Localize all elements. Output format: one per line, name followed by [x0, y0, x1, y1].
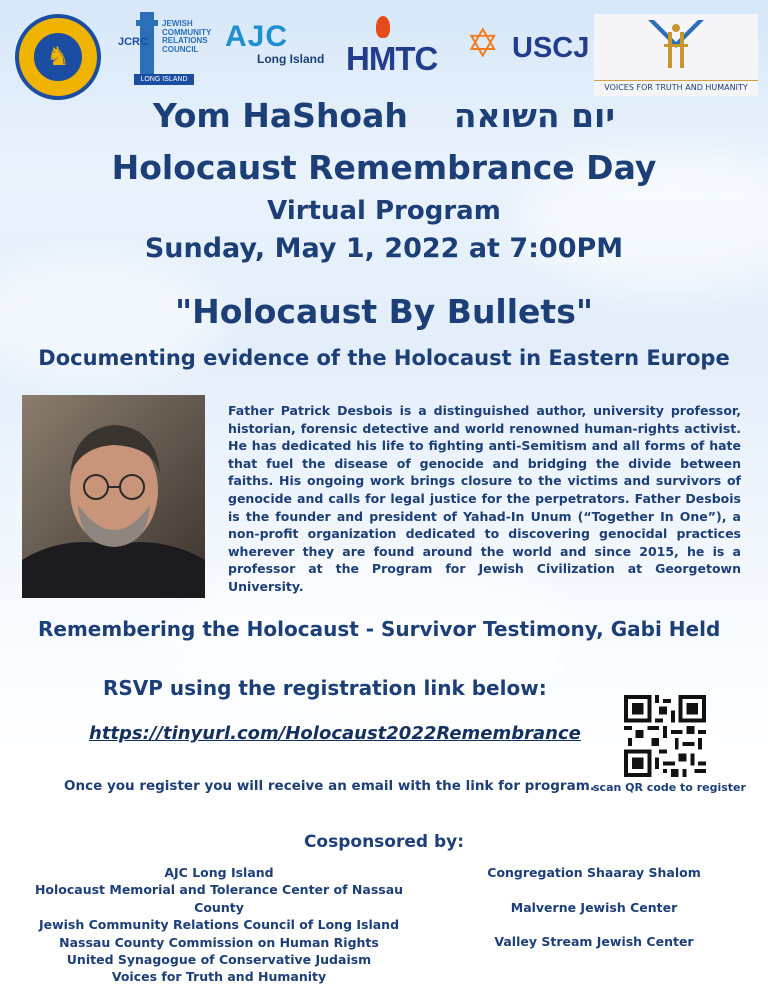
cosponsor-item: AJC Long Island — [164, 865, 274, 880]
jcrc-word: JEWISH — [162, 19, 193, 28]
star-of-david-icon: ✡ — [466, 22, 500, 66]
survivor-testimony-heading: Remembering the Holocaust - Survivor Testimony, Gabi Held — [38, 617, 721, 641]
cosponsor-item: Congregation Shaaray Shalom — [487, 865, 701, 880]
uscj-logo — [466, 22, 591, 68]
cosponsors-list-left — [10, 864, 428, 986]
cosponsor-item: Jewish Community Relations Council of Long Island — [38, 917, 400, 933]
event-title — [0, 96, 768, 135]
qr-code-icon — [624, 695, 706, 777]
qr-code[interactable] — [624, 695, 706, 777]
title-english: Yom HaShoah — [152, 96, 408, 135]
cosponsor-item: Voices for Truth and Humanity — [111, 969, 327, 985]
jcrc-word: RELATIONS — [162, 36, 208, 45]
cosponsor-item: Holocaust Memorial and Tolerance Center of Nassau County — [34, 882, 404, 915]
cosponsors-heading: Cosponsored by: — [303, 832, 465, 852]
vth-caption: VOICES FOR TRUTH AND HUMANITY — [594, 80, 758, 92]
ajc-logo — [225, 22, 340, 72]
nassau-county-seal-logo — [15, 14, 101, 100]
jcrc-word: COMMUNITY — [162, 27, 212, 37]
feature-title: "Holocaust By Bullets" — [174, 292, 594, 331]
jcrc-logo — [118, 12, 223, 84]
jcrc-word: COUNCIL — [162, 44, 199, 54]
speaker-bio: Father Patrick Desbois is a distinguished author, university professor, historian, forensic detective and world renowned human-rights activist. He has dedicated his life to fighting anti-Semitism and all forms of hate that fuel the disease of genocide and bridging the divide between faiths. His ongoing work brings closure to the victims and survivors of genocide and calls for legal justice for the perpetrators. Father Desbois is the founder and president of Yahad-In Unum (“Together In One”), a non-profit organization dedicated to discovering genocidal practices wherever they are found around the world and since 2015, he is a professor at the Program for Jewish Civilization at Georgetown University. — [228, 403, 741, 594]
ajc-region: Long Island — [257, 52, 325, 66]
cosponsor-item: Valley Stream Jewish Center — [494, 934, 694, 949]
jcrc-region: LONG ISLAND — [134, 74, 194, 85]
feature-subtitle: Documenting evidence of the Holocaust in Eastern Europe — [38, 346, 730, 370]
ajc-abbr: AJC — [225, 20, 289, 53]
program-type: Virtual Program — [267, 196, 501, 226]
hmtc-text: HMTC — [346, 40, 438, 77]
title-hebrew: יום השואה — [453, 96, 616, 135]
hmtc-logo — [346, 16, 456, 76]
portrait-image — [22, 395, 205, 598]
lion-icon: ♞ — [31, 30, 85, 84]
cosponsor-item: United Synagogue of Conservative Judaism — [66, 952, 372, 968]
cosponsor-item: Nassau County Commission on Human Rights — [59, 934, 379, 950]
jcrc-abbr: JCRC — [118, 36, 148, 48]
speaker-photo — [22, 395, 205, 598]
rsvp-heading: RSVP using the registration link below: — [103, 676, 547, 700]
cosponsor-item: Malverne Jewish Center — [510, 900, 678, 915]
registration-note: Once you register you will receive an email with the link for program. — [64, 778, 595, 794]
qr-caption: scan QR code to register — [593, 781, 746, 794]
uscj-text: USCJ — [512, 32, 590, 64]
jcrc-words — [162, 20, 211, 54]
vth-emblem-icon — [646, 18, 706, 70]
registration-link[interactable]: https://tinyurl.com/Holocaust2022Remembrance — [89, 723, 581, 744]
flame-icon — [376, 16, 390, 38]
voices-for-truth-logo — [594, 14, 758, 96]
event-date: Sunday, May 1, 2022 at 7:00PM — [144, 233, 624, 264]
event-subtitle: Holocaust Remembrance Day — [111, 148, 657, 187]
